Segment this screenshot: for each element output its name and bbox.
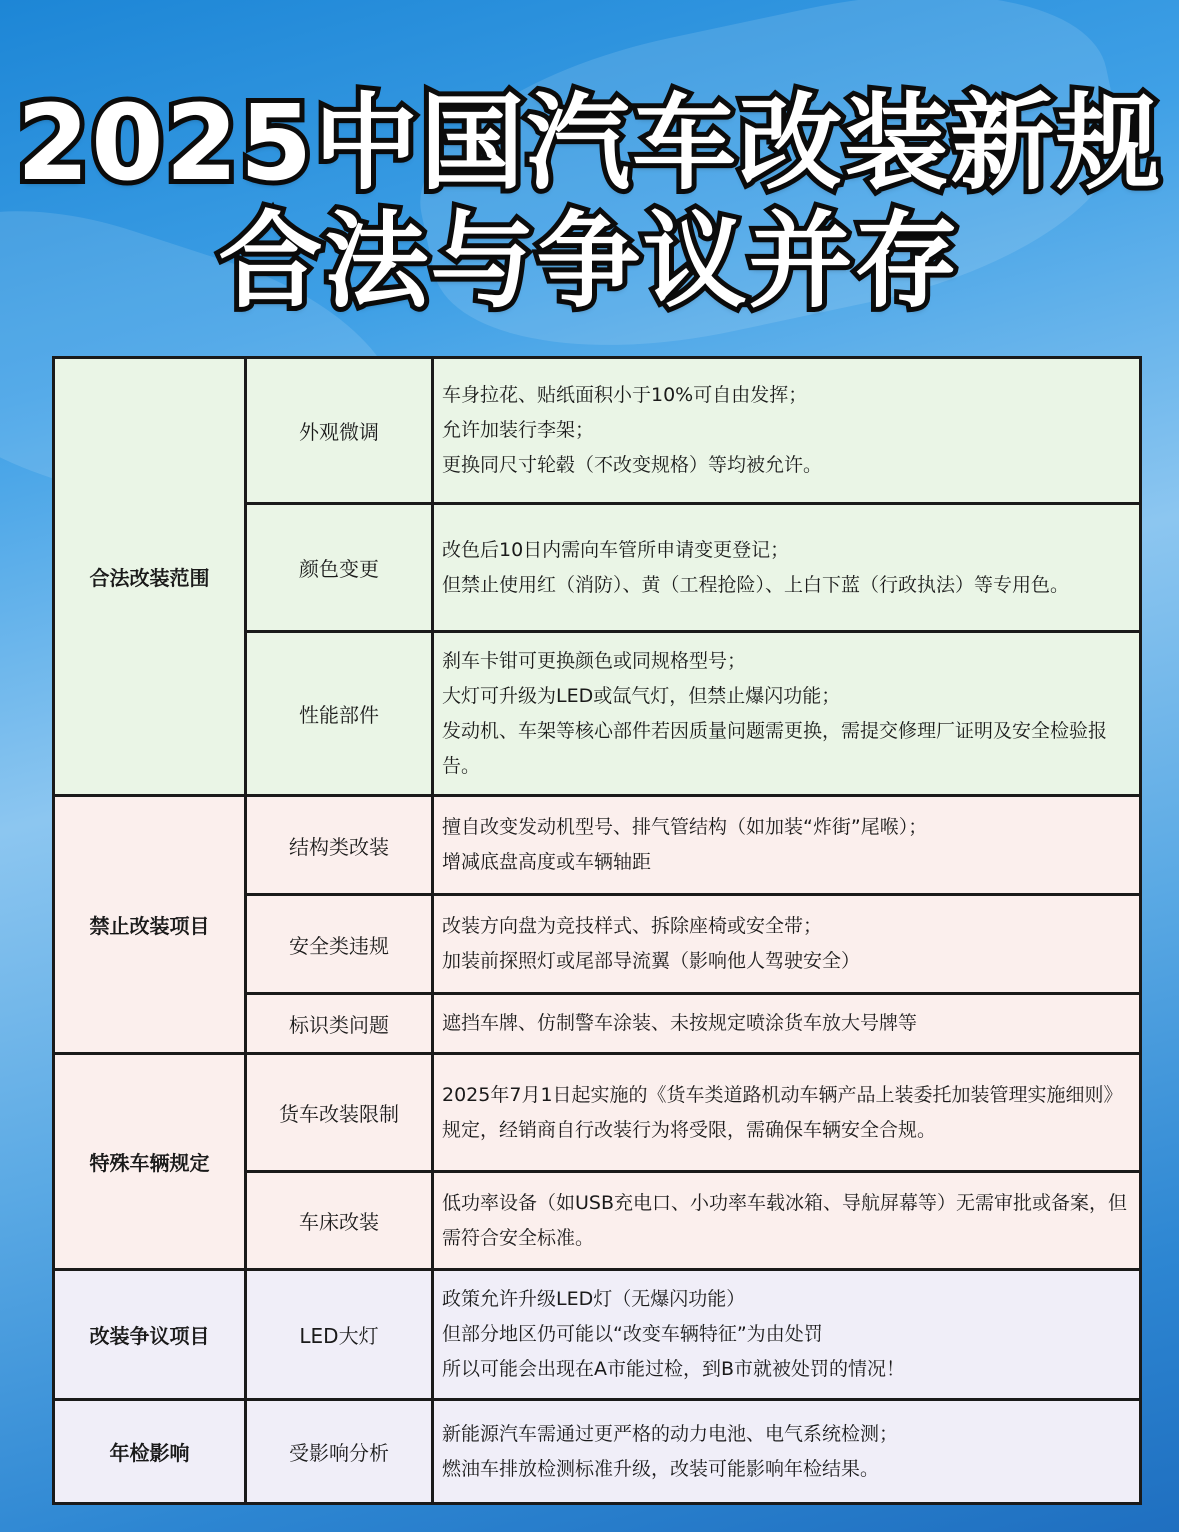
item-description-cell	[433, 358, 1141, 504]
description-line: 遮挡车牌、仿制警车涂装、未按规定喷涂货车放大号牌等	[442, 1012, 918, 1034]
item-description-cell: 2025年7月1日起实施的《货车类道路机动车辆产品上装委托加装管理实施细则》规定，经销商自行改装行为将受限，需确保车辆安全合规。	[433, 1054, 1141, 1172]
description-line: 刹车卡钳可更换颜色或同规格型号；	[442, 649, 747, 672]
table-row	[54, 358, 1141, 504]
category-cell: 年检影响	[54, 1400, 246, 1504]
item-description-cell: 低功率设备（如USB充电口、小功率车载冰箱、导航屏幕等）无需审批或备案，但需符合安全标准。	[433, 1172, 1141, 1270]
description-line: 大灯可升级为LED或氙气灯，但禁止爆闪功能；	[442, 684, 841, 707]
item-name-cell: LED大灯	[246, 1270, 433, 1400]
description-line: 但部分地区仍可能以“改变车辆特征”为由处罚	[442, 1323, 823, 1345]
category-cell: 禁止改装项目	[54, 796, 246, 1054]
item-name-cell: 结构类改装	[246, 796, 433, 895]
description-line: 燃油车排放检测标准升级，改装可能影响年检结果。	[442, 1457, 880, 1480]
description-line: 所以可能会出现在A市能过检，到B市就被处罚的情况！	[442, 1358, 906, 1380]
title-line-1: 2025中国汽车改装新规	[16, 82, 1163, 204]
item-name-cell: 车床改装	[246, 1172, 433, 1270]
description-line: 车身拉花、贴纸面积小于10%可自由发挥；	[442, 384, 808, 406]
description-line: 更换同尺寸轮毂（不改变规格）等均被允许。	[442, 454, 823, 476]
item-name-cell: 受影响分析	[246, 1400, 433, 1504]
item-description-cell	[433, 1400, 1141, 1504]
table-row	[54, 1270, 1141, 1400]
item-name-cell: 安全类违规	[246, 895, 433, 994]
item-name-cell: 性能部件	[246, 632, 433, 796]
item-description-cell	[433, 994, 1141, 1054]
description-line: 允许加装行李架；	[442, 419, 595, 441]
description-line: 改色后10日内需向车管所申请变更登记；	[442, 538, 790, 561]
item-name-cell: 货车改装限制	[246, 1054, 433, 1172]
item-description-cell	[433, 895, 1141, 994]
category-cell: 改装争议项目	[54, 1270, 246, 1400]
category-cell: 特殊车辆规定	[54, 1054, 246, 1270]
item-description-cell	[433, 796, 1141, 895]
item-description-cell	[433, 504, 1141, 632]
description-line: 加装前探照灯或尾部导流翼（影响他人驾驶安全）	[442, 950, 861, 972]
table-row	[54, 1400, 1141, 1504]
description-line: 增减底盘高度或车辆轴距	[442, 851, 652, 873]
description-line: 但禁止使用红（消防）、黄（工程抢险）、上白下蓝（行政执法）等专用色。	[442, 573, 1070, 596]
description-line: 政策允许升级LED灯（无爆闪功能）	[442, 1288, 746, 1310]
item-description-cell	[433, 1270, 1141, 1400]
item-name-cell: 外观微调	[246, 358, 433, 504]
item-description-cell	[433, 632, 1141, 796]
title-line-2: 合法与争议并存	[218, 200, 961, 322]
item-name-cell: 颜色变更	[246, 504, 433, 632]
table-row	[54, 1054, 1141, 1172]
description-line: 发动机、车架等核心部件若因质量问题需更换，需提交修理厂证明及安全检验报告。	[442, 719, 1108, 777]
item-name-cell: 标识类问题	[246, 994, 433, 1054]
regulations-table	[52, 356, 1142, 1505]
table-row	[54, 796, 1141, 895]
description-line: 新能源汽车需通过更严格的动力电池、电气系统检测；	[442, 1422, 899, 1445]
description-line: 擅自改变发动机型号、排气管结构（如加装“炸街”尾喉）；	[442, 816, 928, 838]
category-cell: 合法改装范围	[54, 358, 246, 796]
description-line: 改装方向盘为竞技样式、拆除座椅或安全带；	[442, 915, 823, 937]
